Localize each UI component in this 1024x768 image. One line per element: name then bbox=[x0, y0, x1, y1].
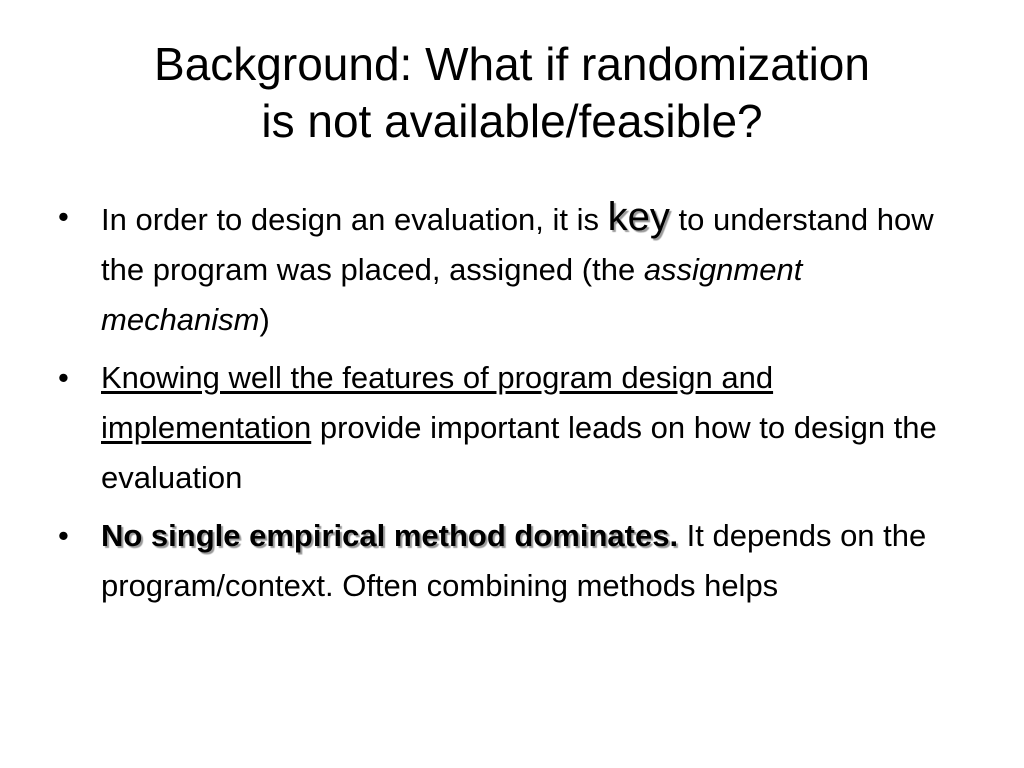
bullet-list bbox=[56, 192, 956, 619]
bullet-1-text-middle: to understand how the program was placed, assigned (the bbox=[101, 202, 934, 287]
slide-title bbox=[40, 36, 984, 150]
bullet-item-2 bbox=[56, 353, 956, 503]
bold-statement: No single empirical method dominates. bbox=[101, 518, 679, 553]
underlined-phrase: Knowing well the features of program design and implementation bbox=[101, 360, 774, 445]
key-word-emphasis: key bbox=[607, 195, 670, 239]
bullet-item-3 bbox=[56, 511, 956, 611]
bullet-marker: • bbox=[58, 360, 69, 395]
title-line-1: Background: What if randomization bbox=[154, 38, 870, 90]
bullet-3-text-rest: It depends on the program/context. Often combining methods helps bbox=[101, 518, 927, 603]
bullet-1-text-end: ) bbox=[259, 302, 270, 337]
bullet-marker: • bbox=[58, 518, 69, 553]
bullet-marker: • bbox=[58, 199, 69, 234]
bullet-item-1 bbox=[56, 192, 956, 345]
bullet-2-text-rest: provide important leads on how to design the evaluation bbox=[101, 410, 937, 495]
bullet-1-text-start: In order to design an evaluation, it is bbox=[101, 202, 608, 237]
assignment-mechanism-term: assignment mechanism bbox=[101, 252, 803, 337]
title-line-2: is not available/feasible? bbox=[261, 95, 763, 147]
